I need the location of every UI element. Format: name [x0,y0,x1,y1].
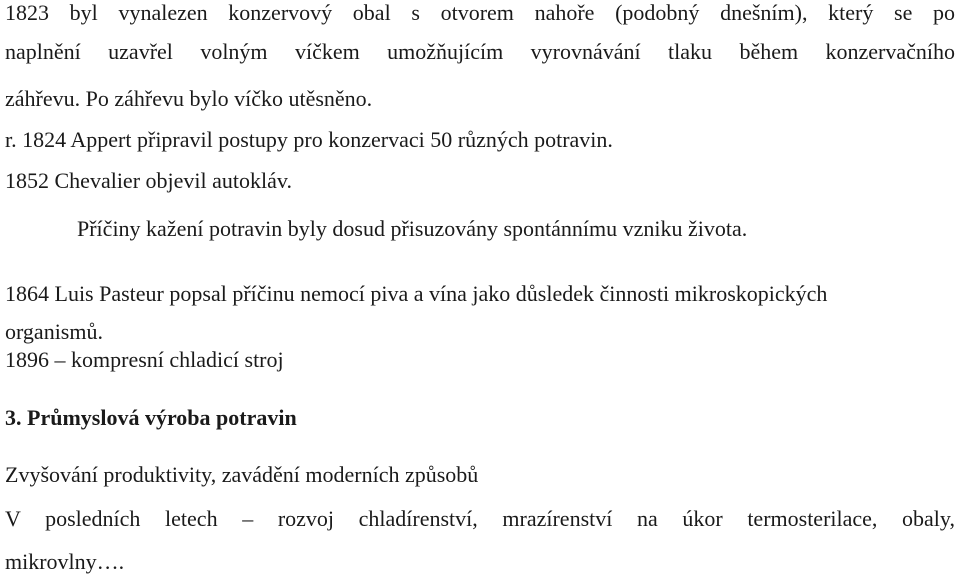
paragraph-1824-appert: r. 1824 Appert připravil postupy pro konzervaci 50 různých potravin. [5,127,613,152]
paragraph-recent-years-line-1: V posledních letech – rozvoj chladírenství, mrazírenství na úkor termosterilace, obaly, [5,506,955,531]
paragraph-1823-line-2: naplnění uzavřel volným víčkem umožňujícím vyrovnávání tlaku během konzervačního [5,39,955,64]
paragraph-1864-pasteur-line-1: 1864 Luis Pasteur popsal příčinu nemocí piva a vína jako důsledek činnosti mikroskopických [5,281,828,306]
paragraph-1864-pasteur-line-2: organismů. [5,319,103,344]
paragraph-recent-years-line-2: mikrovlny…. [5,549,125,574]
paragraph-1852-chevalier: 1852 Chevalier objevil autokláv. [5,168,292,193]
paragraph-1896-cooling: 1896 – kompresní chladicí stroj [5,347,284,372]
section-3-heading: 3. Průmyslová výroba potravin [5,405,297,430]
paragraph-productivity: Zvyšování produktivity, zavádění moderních způsobů [5,462,479,487]
paragraph-1823-line-3: záhřevu. Po záhřevu bylo víčko utěsněno. [5,86,373,111]
paragraph-spontaneous-generation: Příčiny kažení potravin byly dosud přisuzovány spontánnímu vzniku života. [77,216,748,241]
paragraph-1823-line-1: 1823 byl vynalezen konzervový obal s otvorem nahoře (podobný dnešním), který se po [5,0,955,25]
